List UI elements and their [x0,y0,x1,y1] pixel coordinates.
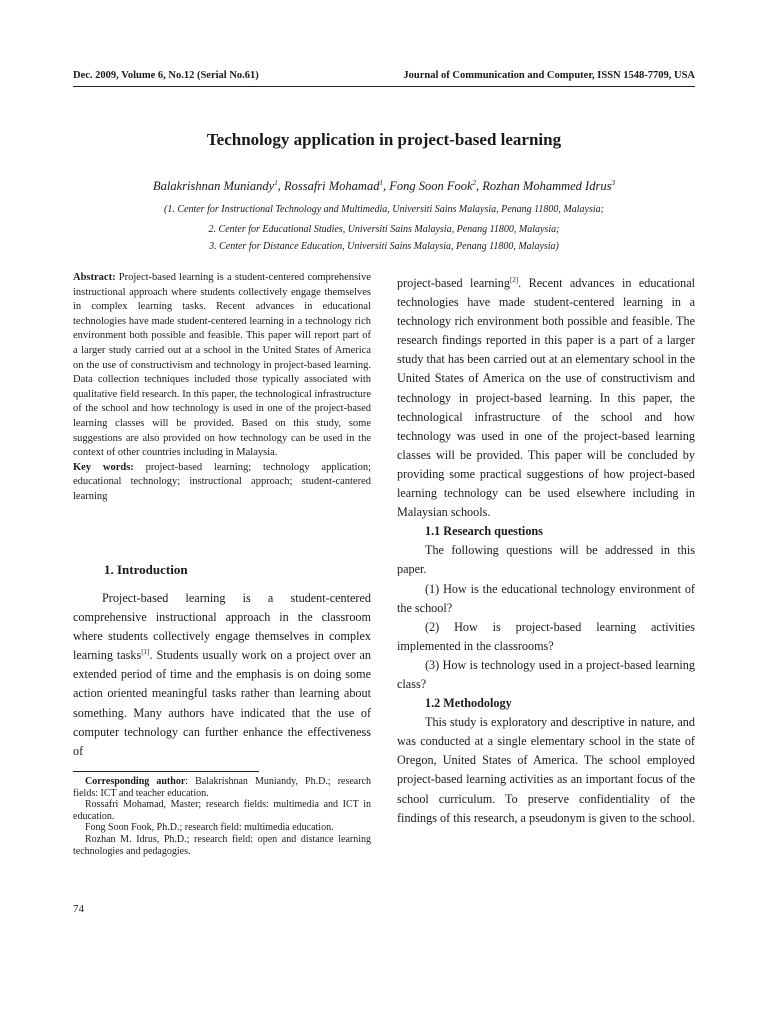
author-name: Rossafri Mohamad [283,179,380,193]
paper-title: Technology application in project-based learning [206,130,562,149]
section-heading-introduction: 1. Introduction [104,562,188,577]
paragraph-text: project-based learning [397,276,510,290]
author-name: Rozhan Mohammed Idrus [482,179,612,193]
keywords-text: project-based learning; technology application; educational technology; instructional approach; student-cantered learning [73,461,371,502]
paragraph [73,589,371,761]
author-affil: 2 [472,178,477,187]
question-item: (3) How is technology used in a project-based learning class? [397,657,695,691]
affiliation-1: (1. Center for Instructional Technology and Multimedia, Universiti Sains Malaysia, Penang 11800, Malaysia; [164,204,604,215]
footnote-divider [73,771,259,772]
question-item: (1) How is the educational technology environment of the school? [397,581,695,615]
affiliation-3: 3. Center for Distance Education, Universiti Sains Malaysia, Penang 11800, Malaysia) [209,241,559,252]
citation: [2] [510,275,519,284]
page-number: 74 [73,903,84,915]
subsection-heading-methodology: 1.2 Methodology [425,696,512,711]
abstract [73,271,371,505]
citation: [1] [141,648,150,657]
paragraph [397,274,695,522]
question-item: (2) How is project-based learning activities implemented in the classrooms? [397,619,695,653]
footnote-text: : Balakrishnan Muniandy, Ph.D.; research fields: ICT and teacher education. [73,776,371,799]
abstract-label: Abstract: [73,272,116,283]
header-journal: Journal of Communication and Computer, ISSN 1548-7709, USA [403,70,695,81]
footnote: Fong Soon Fook, Ph.D.; research field: multimedia education. [85,822,334,834]
paragraph-text: . Students usually work on a project over an extended period of time and the emphasis is on doing some action oriented meaningful tasks rather than learning about something. Many authors have indicated that the use of computer technology can further enhance the effectiveness of [73,648,371,758]
author-name: Balakrishnan Muniandy [153,179,275,193]
right-column [397,274,695,828]
author-list: Balakrishnan Muniandy$^1$, Rossafri Mohamad$^1$, Fong Soon Fook$^2$, Rozhan Mohammed Idrus$^3$ [153,178,615,193]
author-affil: 1 [274,178,278,187]
paragraph-text: . Recent advances in educational technologies have made student-centered learning in a technology rich environment both possible and feasible. The research findings reported in this paper is a part of a larger study that has been carried out at an elementary school in the United States of America on the use of constructivism and technology in project-based learning. In this paper, the technological infrastructure of the school and how technology was used in one of the project-based learning classes will be provided. This paper will be concluded by providing some practical suggestions of how project-based learning technology can be used elsewhere including in Malaysian schools. [397,276,696,520]
footnote: Rossafri Mohamad, Master; research fields: multimedia and ICT in education. [73,799,371,822]
affiliation-2: 2. Center for Educational Studies, Universiti Sains Malaysia, Penang 11800, Malaysia; [208,224,560,235]
paragraph-text: Project-based learning is a student-centered comprehensive instructional approach in the classroom where students collectively engage themselves in complex learning tasks [73,591,371,663]
introduction-body [73,589,371,761]
running-header [73,68,695,87]
paragraph: This study is exploratory and descriptive in nature, and was conducted at a single elementary school in the state of Oregon, United States of America. The school employed project-based learning activities as an important focus of the school curriculum. To preserve confidentiality of the findings of this research, a pseudonym is given to the school. [397,715,695,825]
author-name: Fong Soon Fook [389,179,473,193]
footnote [73,776,371,799]
footnote: Rozhan M. Idrus, Ph.D.; research field: open and distance learning technologies and pedagogies. [73,833,371,857]
keywords-label: Key words: [73,461,134,473]
abstract-text: Project-based learning is a student-centered comprehensive instructional approach where students collectively engage themselves in complex learning tasks. Recent advances in educational technologies have made student-centered learning in a technology rich environment both possible and feasible. This paper will report part of a larger study carried out at a school in the United States of America on the use of constructivism and technology in project-based learning. Data collection techniques included those typically associated with qualitative field research. In this paper, the technological infrastructure of the school and how technology is used in one of the project-based learning classes will be provided. Based on this study, some suggestions are also provided on how technology can be used in the context of other countries including in Malaysia. [73,272,372,459]
footnote-label: Corresponding author [85,776,186,787]
author-affil: 1 [379,178,383,187]
author-affil: 3 [611,178,615,187]
paragraph: The following questions will be addressed in this paper. [397,543,695,577]
header-issue: Dec. 2009, Volume 6, No.12 (Serial No.61) [73,70,259,81]
footnotes [73,776,371,857]
subsection-heading-research-questions: 1.1 Research questions [425,524,543,539]
